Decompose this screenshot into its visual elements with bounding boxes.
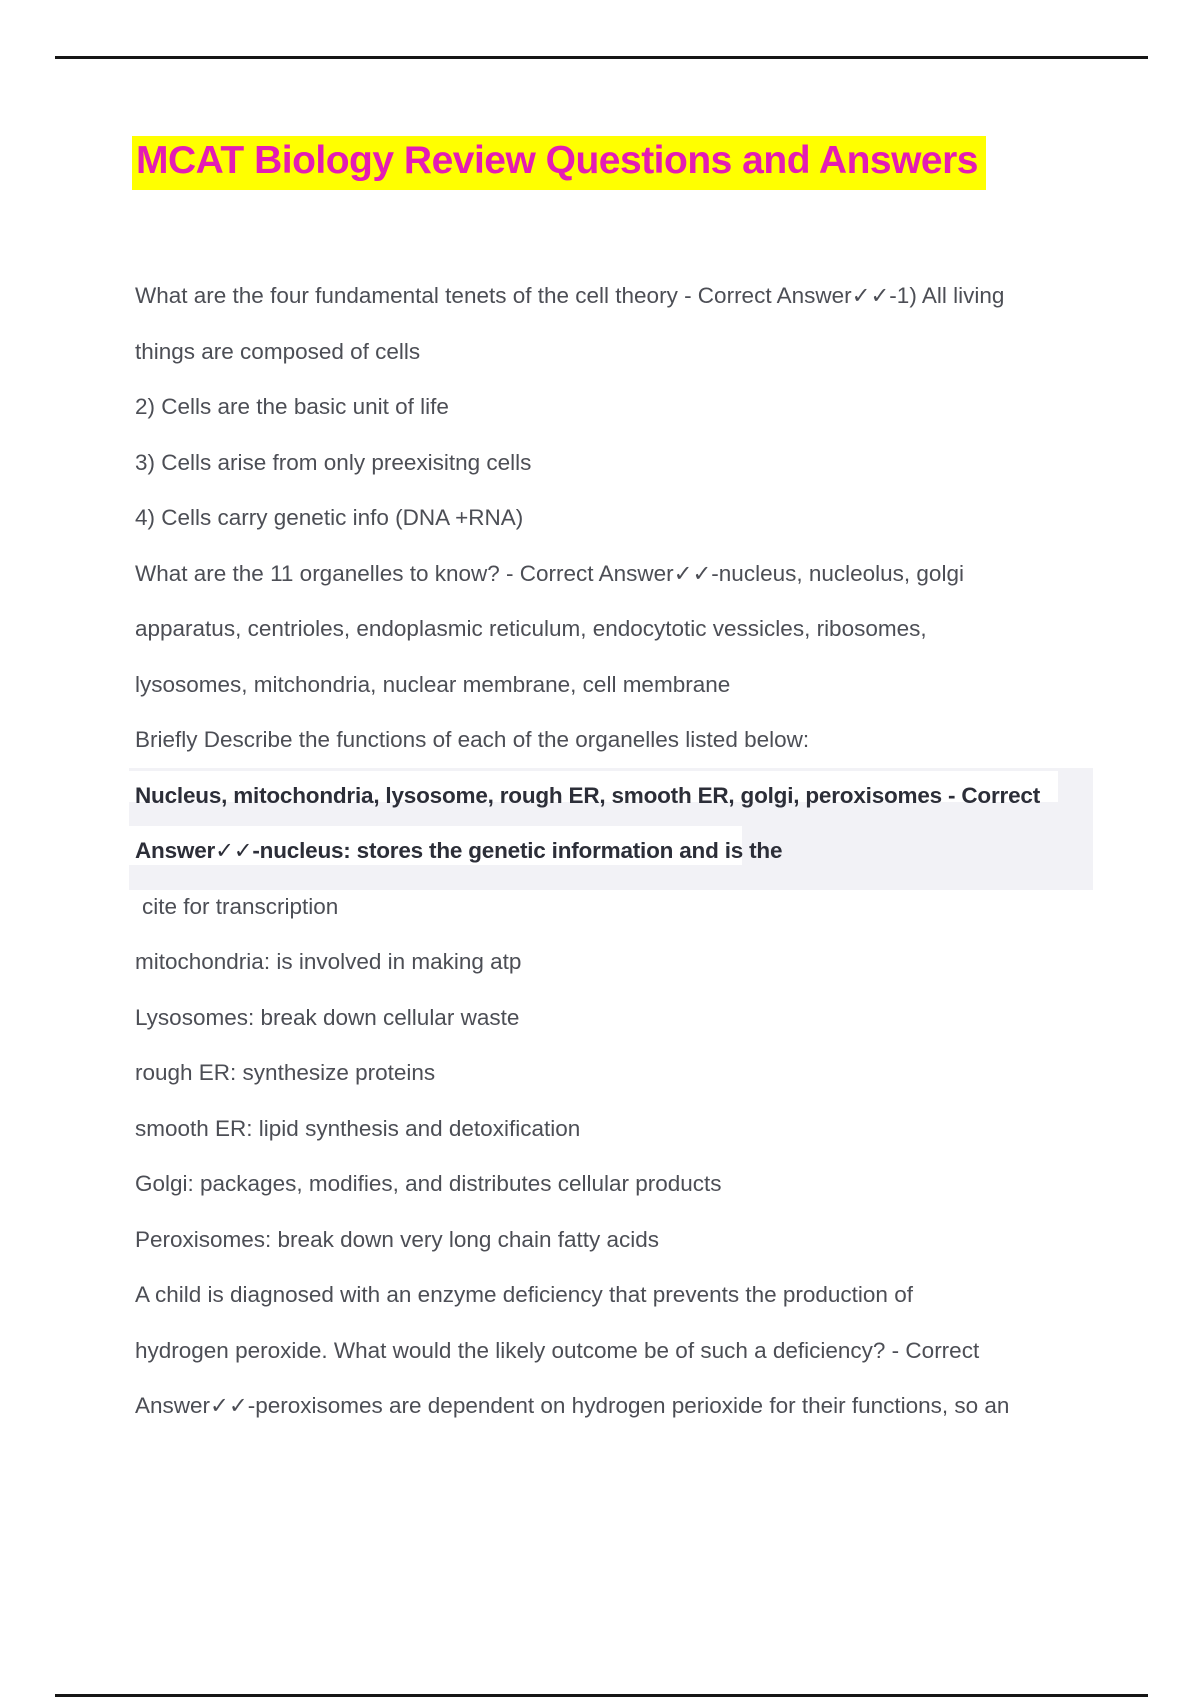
- document-line-bold: Nucleus, mitochondria, lysosome, rough ER, smooth ER, golgi, peroxisomes - Correct: [135, 782, 1041, 808]
- document-line: Golgi: packages, modifies, and distributes cellular products: [135, 1171, 722, 1196]
- document-line: 3) Cells arise from only preexisitng cells: [135, 449, 532, 475]
- page-title: [132, 136, 986, 190]
- document-line: 4) Cells carry genetic info (DNA +RNA): [135, 505, 524, 530]
- document-line: rough ER: synthesize proteins: [135, 1060, 436, 1085]
- document-line: cite for transcription: [142, 893, 339, 919]
- document-line: smooth ER: lipid synthesis and detoxification: [135, 1115, 581, 1141]
- document-line-bold: Answer✓✓-nucleus: stores the genetic information and is the: [135, 838, 783, 863]
- document-line: apparatus, centrioles, endoplasmic reticulum, endocytotic vessicles, ribosomes,: [135, 616, 927, 641]
- document-line: Peroxisomes: break down very long chain fatty acids: [135, 1226, 660, 1252]
- title-text: MCAT Biology Review Questions and Answers: [136, 139, 978, 182]
- document-line: mitochondria: is involved in making atp: [135, 949, 522, 974]
- top-rule: [55, 56, 1148, 59]
- document-line: Briefly Describe the functions of each of the organelles listed below:: [135, 727, 810, 752]
- document-line: What are the four fundamental tenets of the cell theory - Correct Answer✓✓-1) All living: [135, 283, 1005, 308]
- document-line: What are the 11 organelles to know? - Correct Answer✓✓-nucleus, nucleolus, golgi: [135, 560, 964, 586]
- document-line: things are composed of cells: [135, 338, 421, 364]
- title-highlight: [132, 136, 986, 190]
- bottom-rule: [55, 1694, 1148, 1697]
- document-line: lysosomes, mitchondria, nuclear membrane, cell membrane: [135, 671, 731, 697]
- document-line: Answer✓✓-peroxisomes are dependent on hydrogen perioxide for their functions, so an: [135, 1393, 1010, 1418]
- document-line: 2) Cells are the basic unit of life: [135, 394, 449, 419]
- document-line: Lysosomes: break down cellular waste: [135, 1004, 520, 1030]
- body-text: [135, 268, 1150, 1434]
- document-line: A child is diagnosed with an enzyme deficiency that prevents the production of: [135, 1282, 913, 1307]
- document-line: hydrogen peroxide. What would the likely outcome be of such a deficiency? - Correct: [135, 1337, 980, 1363]
